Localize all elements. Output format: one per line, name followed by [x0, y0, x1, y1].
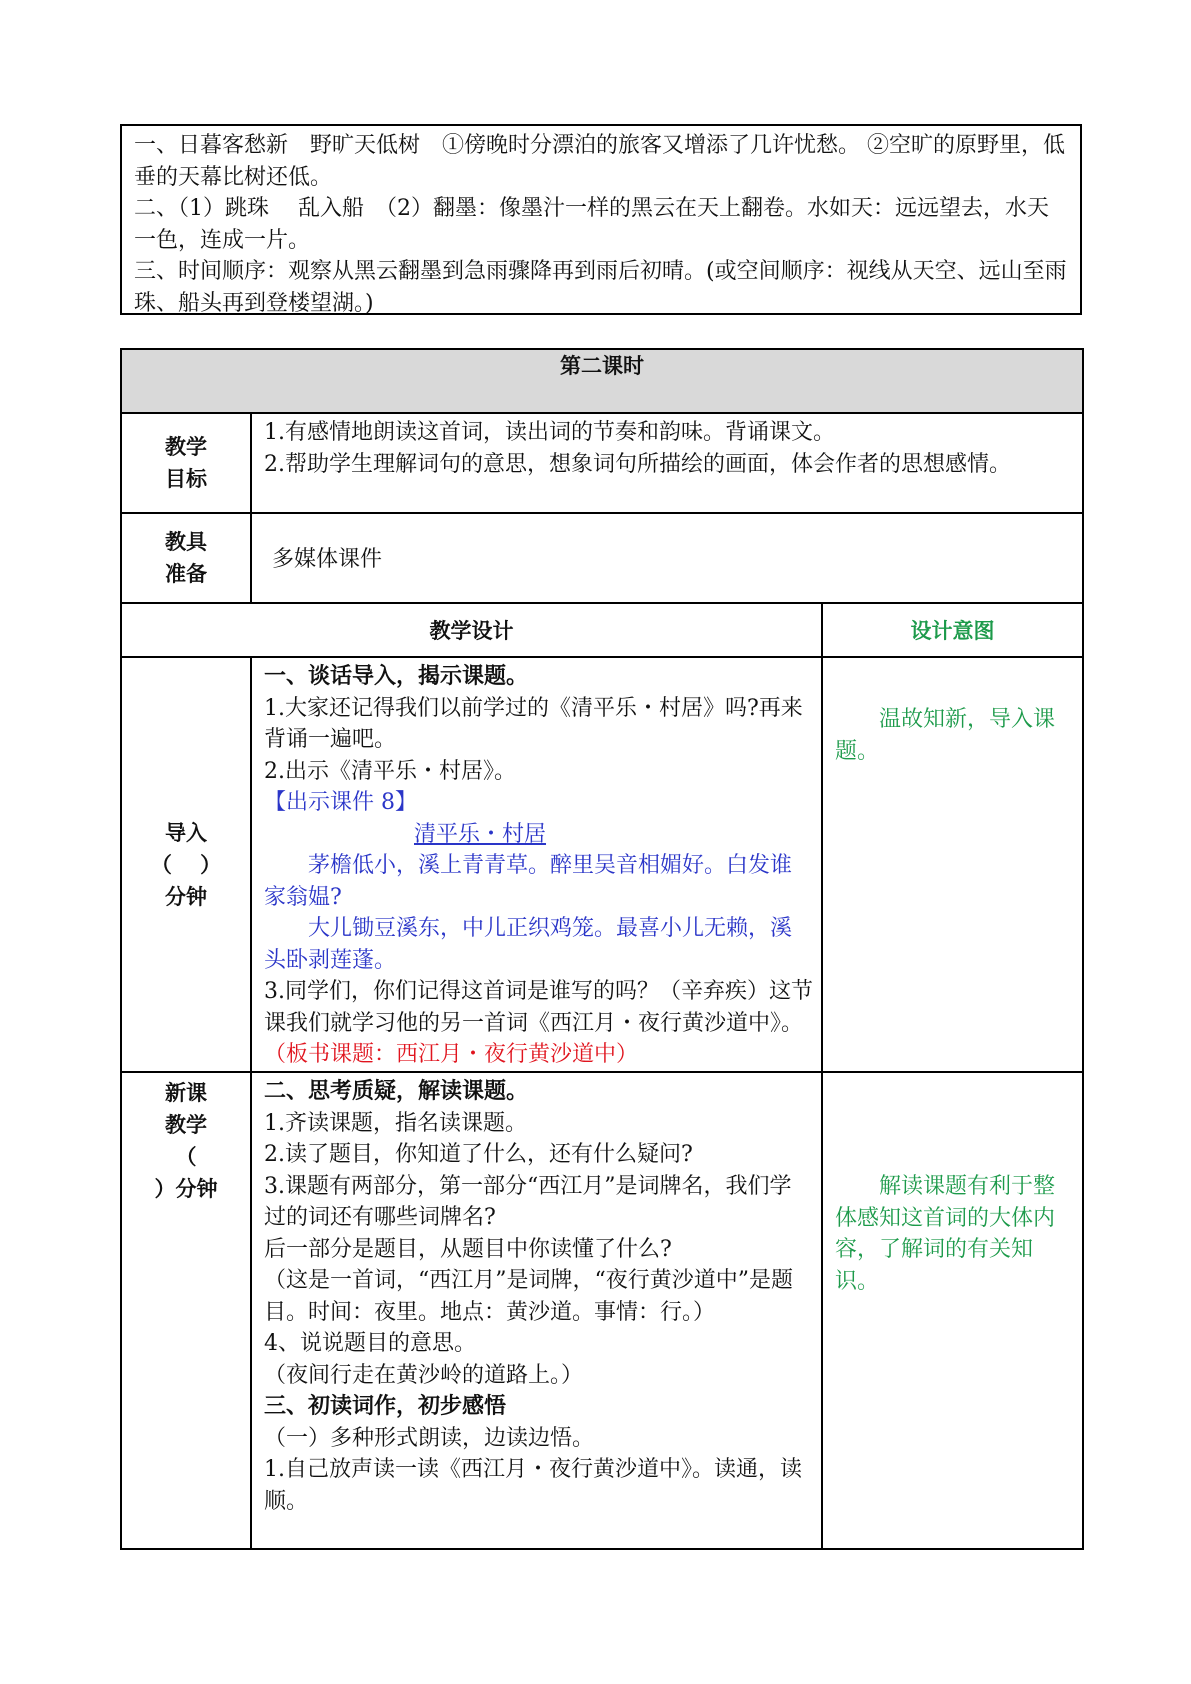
intro-p1: 1.大家还记得我们以前学过的《清平乐・村居》吗?再来背诵一遍吧。 [264, 695, 803, 752]
tools-row [121, 513, 1083, 603]
intro-label-line-1: 导入 [165, 820, 207, 845]
intro-p2: 2.出示《清平乐・村居》。 [264, 758, 516, 784]
intro-intent-text: 温故知新，导入课题。 [835, 707, 1056, 764]
answer-line-3: 三、时间顺序：观察从黑云翻墨到急雨骤降再到雨后初晴。(或空间顺序：视线从天空、远山至雨珠、船头再到登楼望湖。) [134, 259, 1067, 316]
newlesson-heading: 二、思考质疑，解读课题。 [264, 1079, 529, 1104]
goals-label-line-1: 教学 [165, 435, 207, 459]
newlesson-p6: 4、说说题目的意思。 [264, 1331, 476, 1356]
board-note: （板书课题：西江月・夜行黄沙道中） [264, 1042, 639, 1067]
goals-label [121, 413, 251, 513]
newlesson-p2: 2.读了题目，你知道了什么，还有什么疑问? [264, 1142, 693, 1167]
poem-line-2: 大儿锄豆溪东，中儿正织鸡笼。最喜小儿无赖，溪头卧剥莲蓬。 [264, 916, 793, 973]
newlesson-p8: （一）多种形式朗读，边读边悟。 [264, 1425, 595, 1451]
lesson-title: 第二课时 [121, 349, 1083, 413]
goals-label-line-2: 目标 [165, 467, 207, 491]
newlesson-row [121, 1072, 1083, 1549]
goal-2: 2.帮助学生理解词句的意思，想象词句所描绘的画面，体会作者的思想感情。 [264, 451, 1011, 477]
design-header: 教学设计 [121, 603, 822, 657]
newlesson-content [251, 1072, 822, 1549]
newlesson-label [121, 1072, 251, 1549]
answer-line-2: 二、（1）跳珠 乱入船 （2）翻墨：像墨汁一样的黑云在天上翻卷。水如天：远远望去，水天一色，连成一片。 [134, 196, 1049, 253]
newlesson-p7: （夜间行走在黄沙岭的道路上。） [264, 1362, 584, 1388]
tools-label [121, 513, 251, 603]
answer-line-1: 一、日暮客愁新 野旷天低树 ①傍晚时分漂泊的旅客又增添了几许忧愁。 ②空旷的原野里，低垂的天幕比树还低。 [134, 133, 1065, 190]
newlesson-label-line-1: 新课 [165, 1081, 207, 1105]
newlesson-p9: 1.自己放声读一读《西江月・夜行黄沙道中》。读通，读顺。 [264, 1457, 802, 1514]
intent-header: 设计意图 [822, 603, 1083, 657]
newlesson-p5: （这是一首词，“西江月”是词牌，“夜行黄沙道中”是题目。时间：夜里。地点：黄沙道。事情：行。） [264, 1268, 793, 1325]
intro-row [121, 657, 1083, 1072]
newlesson-p1: 1.齐读课题，指名读课题。 [264, 1110, 527, 1136]
goals-row [121, 413, 1083, 513]
tools-label-line-2: 准备 [165, 562, 207, 586]
newlesson-label-line-4: ）分钟 [154, 1177, 218, 1201]
poem-title: 清平乐・村居 [414, 821, 547, 847]
courseware-tag: 【出示课件 8】 [264, 790, 417, 815]
lesson-title-row [121, 349, 1083, 413]
poem-line-1: 茅檐低小，溪上青青草。醉里吴音相媚好。白发谁家翁媪? [264, 853, 793, 910]
newlesson-p3: 3.课题有两部分，第一部分“西江月”是词牌名，我们学过的词还有哪些词牌名? [264, 1173, 792, 1230]
newlesson-heading-2: 三、初读词作，初步感悟 [264, 1394, 507, 1419]
intro-p3 [264, 976, 813, 1071]
intro-label [121, 657, 251, 1072]
design-header-row [121, 603, 1083, 657]
tools-content: 多媒体课件 [251, 513, 1083, 603]
intro-intent [822, 657, 1083, 1072]
intro-heading: 一、谈话导入，揭示课题。 [264, 664, 529, 689]
tools-label-line-1: 教具 [165, 530, 207, 554]
newlesson-intent-text: 解读课题有利于整体感知这首词的大体内容，了解词的有关知识。 [835, 1174, 1056, 1294]
intro-content [251, 657, 822, 1072]
newlesson-label-line-3: （ [175, 1145, 197, 1169]
intro-label-line-2: （ ） [150, 852, 222, 877]
intro-label-line-3: 分钟 [165, 884, 207, 909]
goals-content [251, 413, 1083, 513]
previous-answers-box [120, 124, 1082, 315]
newlesson-label-line-2: 教学 [165, 1113, 207, 1137]
lesson-plan-table [120, 348, 1084, 1550]
intro-p3-text: 3.同学们，你们记得这首词是谁写的吗？（辛弃疾）这节课我们就学习他的另一首词《西江月・夜行黄沙道中》。 [264, 979, 813, 1036]
goal-1: 1.有感情地朗读这首词，读出词的节奏和韵味。背诵课文。 [264, 420, 835, 445]
newlesson-intent [822, 1072, 1083, 1549]
newlesson-p4: 后一部分是题目，从题目中你读懂了什么? [264, 1236, 672, 1262]
